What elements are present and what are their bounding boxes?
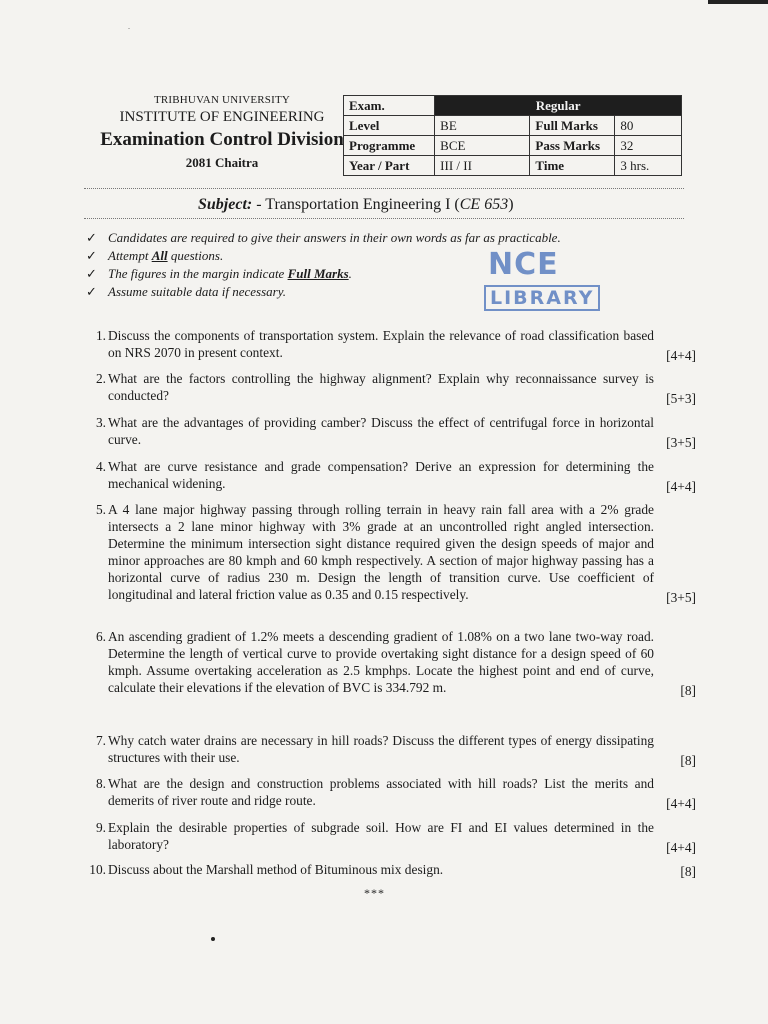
full-marks-label: Full Marks <box>530 116 615 136</box>
question-number: 5. <box>95 502 106 517</box>
question-item <box>84 327 700 361</box>
question-text: What are the design and construction problems associated with hill roads? List the merits and demerits of river route and ridge route. <box>108 776 654 808</box>
question-text: A 4 lane major highway passing through rolling terrain in heavy rain fall area with a 2% grade intersects a 2 lane minor highway with 3% grade at an uncontrolled right angled intersection. Determine the minimum intersection sight distance required given the design speeds of major and minor approaches are 80 kmph and 60 kmph respectively. A section of major highway passing has a horizontal curve of radius 230 m. Design the length of transition curve. Use coefficient of longitudinal and lateral friction value as 0.35 and 0.15 respectively. <box>108 502 654 602</box>
scan-speck: . <box>128 22 130 31</box>
division-name: Examination Control Division <box>100 129 344 150</box>
question-item <box>84 501 700 603</box>
question-text: Why catch water drains are necessary in hill roads? Discuss the different types of energy dissipating structures with their use. <box>108 733 654 765</box>
instruction-item: ✓ Attempt All questions. <box>86 248 224 263</box>
divider-subject <box>84 218 684 219</box>
subject-name: - Transportation Engineering I ( <box>252 196 460 213</box>
exam-info-table <box>343 95 682 176</box>
question-marks: [4+4] <box>666 840 696 855</box>
stamp-nce-text: NCE <box>488 247 559 282</box>
question-marks: [4+4] <box>666 348 696 363</box>
subject-close: ) <box>508 196 514 213</box>
question-number: 10. <box>89 862 106 877</box>
exam-type-value: Regular <box>435 96 682 116</box>
pass-marks-value: 32 <box>615 136 682 156</box>
checkmark-icon: ✓ <box>86 266 97 281</box>
subject-line <box>198 196 514 214</box>
question-text: Explain the desirable properties of subgrade soil. How are FI and EI values determined in the laboratory? <box>108 820 654 852</box>
time-label: Time <box>530 156 615 176</box>
instruction-item: ✓ Candidates are required to give their answers in their own words as far as practicable. <box>86 230 561 245</box>
question-text: What are curve resistance and grade compensation? Derive an expression for determining the mechanical widening. <box>108 459 654 491</box>
question-item <box>84 819 700 853</box>
scan-edge-mark <box>708 0 768 4</box>
full-marks-value: 80 <box>615 116 682 136</box>
question-text: An ascending gradient of 1.2% meets a descending gradient of 1.08% on a two lane two-way road. Determine the length of vertical curve to provide overtaking sight distance for a design speed of 60 kmph. Assume overtaking acceleration as 2.5 kmphps. Locate the highest point and end of curve, calculate their elevations if the elevation of BVC is 334.792 m. <box>108 629 654 695</box>
question-item <box>84 732 700 766</box>
end-marker: *** <box>364 886 385 900</box>
time-value: 3 hrs. <box>615 156 682 176</box>
question-marks: [8] <box>680 683 696 698</box>
question-marks: [3+5] <box>666 590 696 605</box>
institute-name: INSTITUTE OF ENGINEERING <box>119 109 325 125</box>
library-stamp <box>482 247 594 315</box>
question-marks: [3+5] <box>666 435 696 450</box>
pass-marks-label: Pass Marks <box>530 136 615 156</box>
question-item <box>84 628 700 696</box>
scan-dot <box>211 937 215 941</box>
question-text: What are the advantages of providing camber? Discuss the effect of centrifugal force in horizontal curve. <box>108 415 654 447</box>
question-number: 8. <box>95 776 106 791</box>
year-part-label: Year / Part <box>344 156 435 176</box>
question-item <box>84 370 700 404</box>
question-number: 1. <box>95 328 106 343</box>
instruction-item: ✓ Assume suitable data if necessary. <box>86 284 287 299</box>
stamp-library-text: LIBRARY <box>484 285 600 311</box>
question-item <box>84 775 700 809</box>
header-block <box>72 94 372 171</box>
question-item <box>84 458 700 492</box>
year-part-value: III / II <box>435 156 530 176</box>
university-name: TRIBHUVAN UNIVERSITY <box>153 94 291 106</box>
question-marks: [8] <box>680 753 696 768</box>
question-number: 7. <box>95 733 106 748</box>
programme-value: BCE <box>435 136 530 156</box>
instruction-item: ✓ The figures in the margin indicate Full Marks. <box>86 266 352 281</box>
question-marks: [5+3] <box>666 391 696 406</box>
question-item <box>84 861 700 878</box>
level-label: Level <box>344 116 435 136</box>
question-marks: [4+4] <box>666 796 696 811</box>
subject-label: Subject: <box>198 196 253 213</box>
subject-code: CE 653 <box>459 196 509 213</box>
question-marks: [4+4] <box>666 479 696 494</box>
question-text: Discuss about the Marshall method of Bituminous mix design. <box>108 862 444 877</box>
divider-top <box>84 188 684 189</box>
question-number: 2. <box>95 371 106 386</box>
question-number: 6. <box>95 629 106 644</box>
question-number: 4. <box>95 459 106 474</box>
exam-session: 2081 Chaitra <box>185 155 259 170</box>
programme-label: Programme <box>344 136 435 156</box>
question-number: 3. <box>95 415 106 430</box>
question-marks: [8] <box>680 864 696 879</box>
question-number: 9. <box>95 820 106 835</box>
checkmark-icon: ✓ <box>86 248 97 263</box>
question-item <box>84 414 700 448</box>
level-value: BE <box>435 116 530 136</box>
checkmark-icon: ✓ <box>86 284 97 299</box>
exam-label: Exam. <box>344 96 435 116</box>
question-text: Discuss the components of transportation system. Explain the relevance of road classification based on NRS 2070 in present context. <box>108 328 654 360</box>
checkmark-icon: ✓ <box>86 230 97 245</box>
question-text: What are the factors controlling the highway alignment? Explain why reconnaissance survey is conducted? <box>108 371 654 403</box>
